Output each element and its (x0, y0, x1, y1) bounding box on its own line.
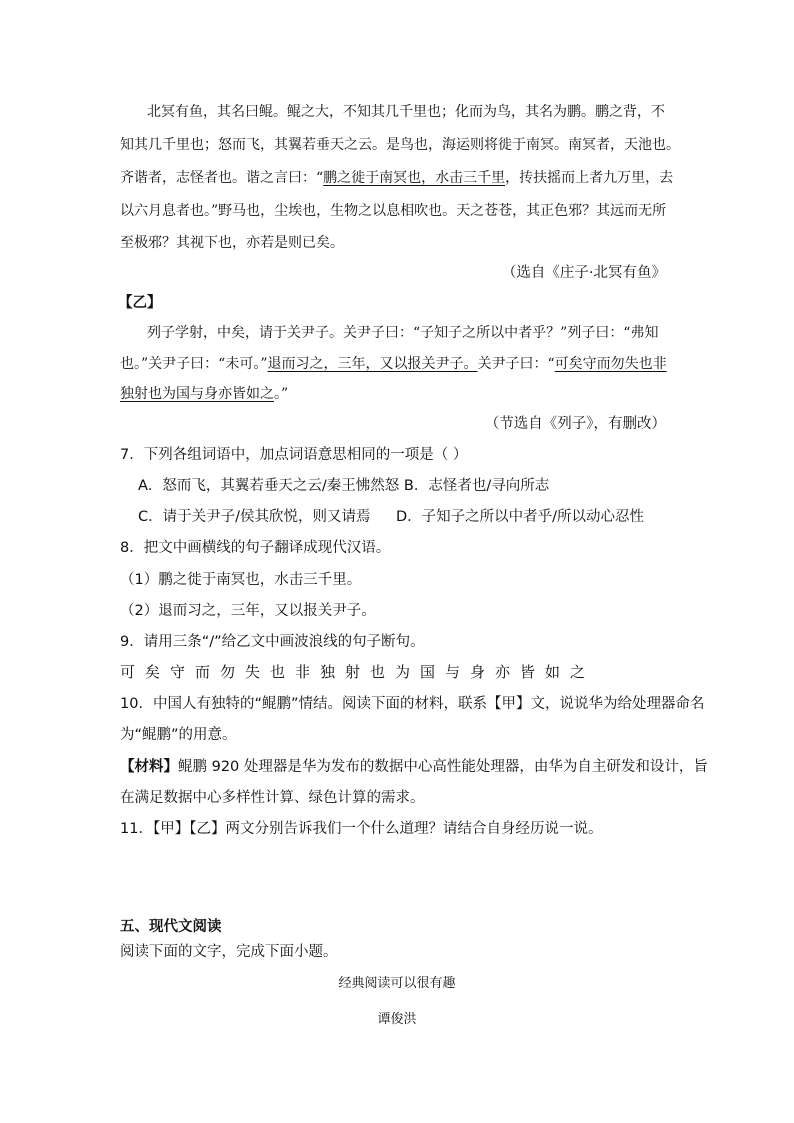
section-5-instruction: 阅读下面的文字，完成下面小题。 (120, 944, 338, 960)
wavy-sentence-part-2: 独射也为国与身亦皆如之 (120, 386, 274, 402)
question-8-item-1: （1）鹏之徙于南冥也，水击三千里。 (120, 572, 362, 588)
section-5-heading: 五、现代文阅读 (120, 919, 222, 935)
question-10-line-1: 10．中国人有独特的“鲲鹏”情结。阅读下面的材料，联系【甲】文，说说华为给处理器命名 (120, 696, 705, 712)
passage-jia-line-4: 以六月息者也。”野马也，尘埃也，生物之以息相吹也。天之苍苍，其正色邪？其远而无所 (120, 203, 667, 219)
question-8-item-2: （2）退而习之，三年，又以报关尹子。 (120, 603, 376, 619)
question-8: 8．把文中画横线的句子翻译成现代汉语。 (120, 540, 391, 556)
question-9: 9．请用三条“/”给乙文中画波浪线的句子断句。 (120, 634, 425, 650)
passage-yi-line-2 (120, 357, 667, 371)
question-7-options-ab: A．怒而飞，其翼若垂天之云/秦王怫然怒 B．志怪者也/寻向所志 (138, 478, 550, 494)
underlined-sentence-2: 退而习之，三年，又以报关尹子。 (267, 356, 478, 372)
passage-yi-source: （节选自《列子》，有删改） (484, 416, 666, 432)
passage-jia-source: （选自《庄子·北冥有鱼》 (501, 265, 666, 281)
material-text: 鲲鹏 920 处理器是华为发布的数据中心高性能处理器，由华为自主研发和设计，旨 (178, 759, 708, 775)
question-7: 7．下列各组词语中，加点词语意思相同的一项是（ ） (120, 447, 468, 463)
material-line-1 (120, 760, 708, 774)
article-title: 经典阅读可以很有趣 (338, 976, 456, 991)
article-author: 谭俊洪 (377, 1012, 417, 1027)
material-line-2: 在满足数据中心多样性计算、绿色计算的需求。 (120, 790, 425, 806)
question-11: 11．【甲】【乙】两文分别告诉我们一个什么道理？请结合自身经历说一说。 (120, 821, 603, 837)
passage-yi-line-3 (120, 387, 288, 401)
passage-jia-line-3 (120, 171, 673, 185)
passage-yi-text: 关尹子曰：“ (477, 356, 555, 372)
passage-jia-text: ，抟扶摇而上者九万里，去 (505, 170, 674, 186)
question-7-option-c: C．请于关尹子/侯其欣悦，则又请焉 (138, 509, 371, 525)
passage-yi-text: 也。”关尹子曰：“未可。” (120, 356, 268, 372)
passage-jia-line-5: 至极邪？其视下也，亦若是则已矣。 (120, 235, 344, 251)
passage-yi-text: 。” (274, 386, 289, 402)
passage-jia-line-1: 北冥有鱼，其名曰鲲。鲲之大，不知其几千里也；化而为鸟，其名为鹏。鹏之背，不 (147, 104, 665, 120)
wavy-sentence-part-1: 可矣守而勿失也非 (554, 356, 667, 372)
underlined-sentence-1: 鹏之徙于南冥也，水击三千里 (323, 170, 506, 186)
question-10-line-2: 为“鲲鹏”的用意。 (120, 727, 237, 743)
passage-jia-text: 齐谐者，志怪者也。谐之言曰：“ (120, 170, 324, 186)
material-label: 【材料】 (120, 759, 178, 775)
passage-yi-line-1: 列子学射，中矣，请于关尹子。关尹子曰：“子知子之所以中者乎？”列子曰：“弗知 (147, 325, 659, 341)
question-7-option-d: D．子知子之所以中者乎/所以动心忍性 (396, 509, 645, 525)
passage-yi-label: 【乙】 (118, 295, 162, 311)
passage-jia-line-2: 知其几千里也；怒而飞，其翼若垂天之云。是鸟也，海运则将徙于南冥。南冥者，天池也。 (120, 137, 680, 153)
question-9-sentence: 可矣守而勿失也非独射也为国与身亦皆如之 (120, 663, 596, 681)
